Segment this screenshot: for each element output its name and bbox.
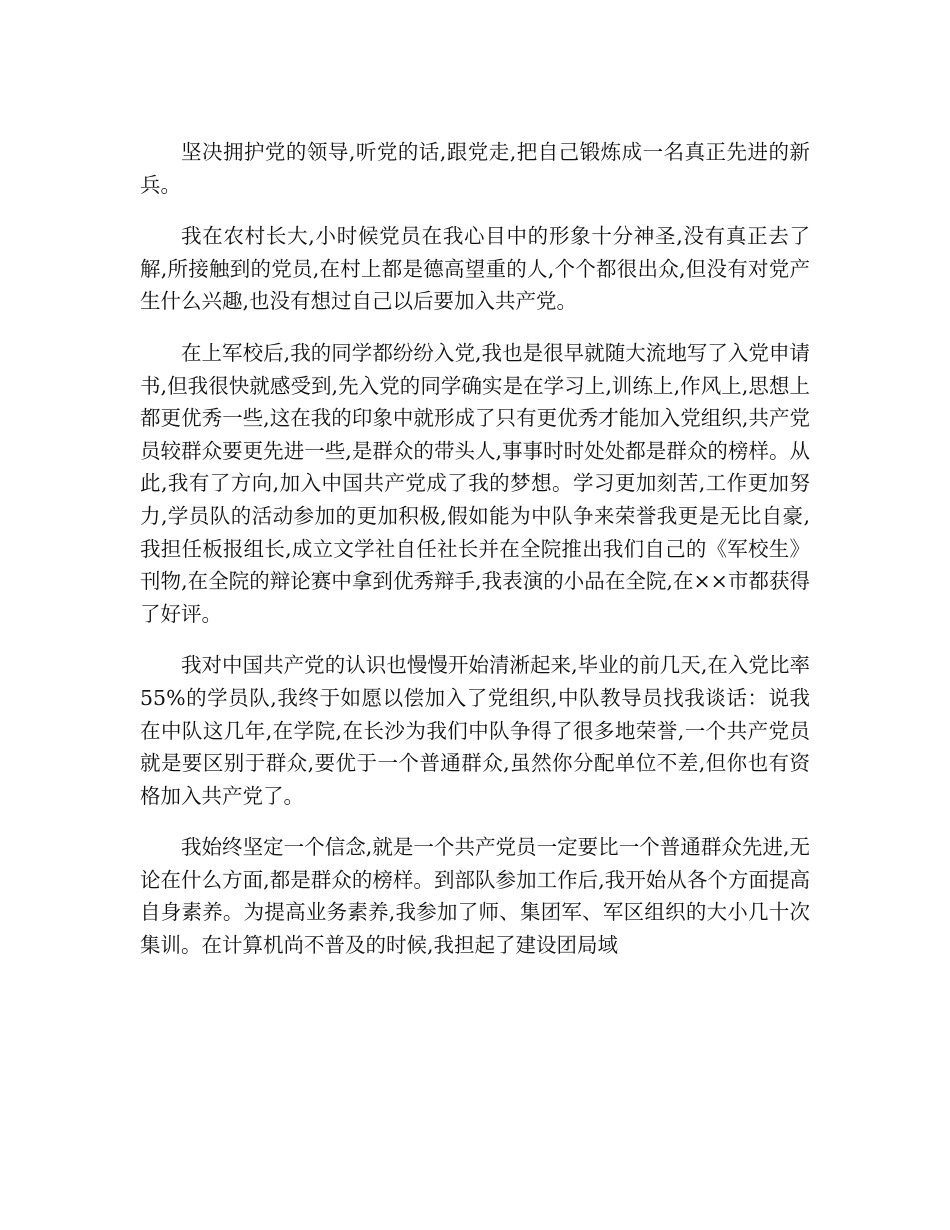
paragraph-5: 我始终坚定一个信念,就是一个共产党员一定要比一个普通群众先进,无论在什么方面,都是群众的榜样。到部队参加工作后,我开始从各个方面提高自身素养。为提高业务素养,我参加了师、集团军、军区组织的大小几十次集训。在计算机尚不普及的时候,我担起了建设团局域 xyxy=(140,835,810,958)
paragraph-2: 我在农村长大,小时候党员在我心目中的形象十分神圣,没有真正去了解,所接触到的党员,在村上都是德高望重的人,个个都很出众,但没有对党产生什么兴趣,也没有想过自己以后要加入共产党。 xyxy=(140,224,810,314)
paragraph-1: 坚决拥护党的领导,听党的话,跟党走,把自己锻炼成一名真正先进的新兵。 xyxy=(140,140,810,197)
document-body xyxy=(140,136,810,981)
paragraph-4: 我对中国共产党的认识也慢慢开始清淅起来,毕业的前几天,在入党比率 55%的学员队,我终于如愿以偿加入了党组织,中队教导员找我谈话：说我在中队这几年,在学院,在长沙为我们中队争得了很多地荣誉,一个共产党员就是要区别于群众,要优于一个普通群众,虽然你分配单位不差,但你也有资格加入共产党了。 xyxy=(140,653,810,808)
paragraph-3: 在上军校后,我的同学都纷纷入党,我也是很早就随大流地写了入党申请书,但我很快就感受到,先入党的同学确实是在学习上,训练上,作风上,思想上都更优秀一些,这在我的印象中就形成了只有更优秀才能加入党组织,共产党员较群众要更先进一些,是群众的带头人,事事时时处处都是群众的榜样。从此,我有了方向,加入中国共产党成了我的梦想。学习更加刻苦,工作更加努力,学员队的活动参加的更加积极,假如能为中队争来荣誉我更是无比自豪,我担任板报组长,成立文学社自任社长并在全院推出我们自己的《军校生》刊物,在全院的辩论赛中拿到优秀辩手,我表演的小品在全院,在××市都获得了好评。 xyxy=(140,340,810,626)
